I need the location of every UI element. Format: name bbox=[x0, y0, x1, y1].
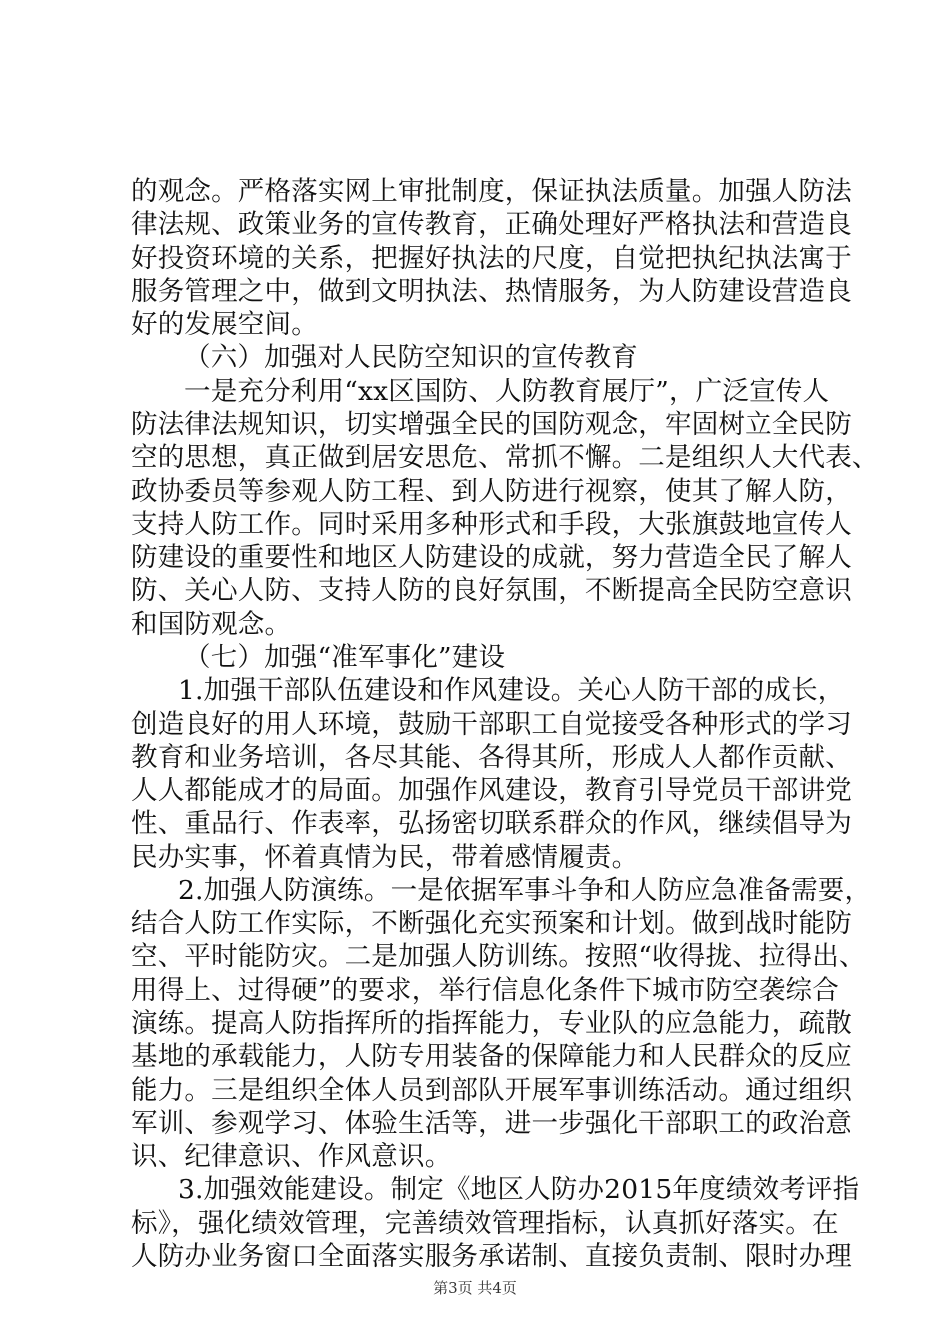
text-line: 用得上、过得硬”的要求，举行信息化条件下城市防空袭综合 bbox=[131, 975, 839, 1006]
text-line: 支持人防工作。同时采用多种形式和手段，大张旗鼓地宣传人 bbox=[131, 509, 852, 540]
page-footer: 第3页 共4页 bbox=[433, 1279, 517, 1297]
text-line: 识、纪律意识、作风意识。 bbox=[131, 1141, 452, 1172]
text-line: 防、关心人防、支持人防的良好氛围，不断提高全民防空意识 bbox=[131, 575, 852, 606]
text-line: 政协委员等参观人防工程、到人防进行视察，使其了解人防， bbox=[131, 476, 852, 507]
text-line: 好投资环境的关系，把握好执法的尺度，自觉把执纪执法寓于 bbox=[131, 243, 852, 274]
text-line: 的观念。严格落实网上审批制度，保证执法质量。加强人防法 bbox=[131, 176, 852, 207]
text-line: 创造良好的用人环境，鼓励干部职工自觉接受各种形式的学习 bbox=[131, 709, 852, 740]
text-line: 3.加强效能建设。制定《地区人防办2015年度绩效考评指 bbox=[178, 1174, 860, 1205]
text-line: 民办实事，怀着真情为民，带着感情履责。 bbox=[131, 842, 639, 873]
text-line: 一是充分利用“xx区国防、人防教育展厅”，广泛宣传人 bbox=[184, 376, 830, 407]
text-line: 防法律法规知识，切实增强全民的国防观念，牢固树立全民防 bbox=[131, 409, 852, 440]
text-line: 和国防观念。 bbox=[131, 609, 292, 640]
text-line: 服务管理之中，做到文明执法、热情服务，为人防建设营造良 bbox=[131, 276, 852, 307]
section-heading: （七）加强“准军事化”建设 bbox=[184, 642, 506, 673]
text-line: 2.加强人防演练。一是依据军事斗争和人防应急准备需要， bbox=[178, 875, 872, 906]
text-line: 教育和业务培训，各尽其能、各得其所，形成人人都作贡献、 bbox=[131, 742, 852, 773]
text-line: 基地的承载能力，人防专用装备的保障能力和人民群众的反应 bbox=[131, 1041, 852, 1072]
text-line: 人人都能成才的局面。加强作风建设，教育引导党员干部讲党 bbox=[131, 775, 852, 806]
text-line: 结合人防工作实际，不断强化充实预案和计划。做到战时能防 bbox=[131, 908, 852, 939]
text-line: 标》，强化绩效管理，完善绩效管理指标，认真抓好落实。在 bbox=[131, 1208, 839, 1239]
text-line: 人防办业务窗口全面落实服务承诺制、直接负责制、限时办理 bbox=[131, 1241, 852, 1272]
text-line: 空的思想，真正做到居安思危、常抓不懈。二是组织人大代表、 bbox=[131, 442, 879, 473]
text-line: 1.加强干部队伍建设和作风建设。关心人防干部的成长， bbox=[178, 675, 845, 706]
text-line: 律法规、政策业务的宣传教育，正确处理好严格执法和营造良 bbox=[131, 209, 852, 240]
text-line: 军训、参观学习、体验生活等，进一步强化干部职工的政治意 bbox=[131, 1108, 852, 1139]
text-line: 防建设的重要性和地区人防建设的成就，努力营造全民了解人 bbox=[131, 542, 852, 573]
section-heading: （六）加强对人民防空知识的宣传教育 bbox=[184, 342, 638, 373]
text-line: 空、平时能防灾。二是加强人防训练。按照“收得拢、拉得出、 bbox=[131, 941, 866, 972]
text-line: 好的发展空间。 bbox=[131, 309, 318, 340]
text-line: 演练。提高人防指挥所的指挥能力，专业队的应急能力，疏散 bbox=[131, 1008, 852, 1039]
text-line: 性、重品行、作表率，弘扬密切联系群众的作风，继续倡导为 bbox=[131, 808, 852, 839]
text-line: 能力。三是组织全体人员到部队开展军事训练活动。通过组织 bbox=[131, 1075, 852, 1106]
